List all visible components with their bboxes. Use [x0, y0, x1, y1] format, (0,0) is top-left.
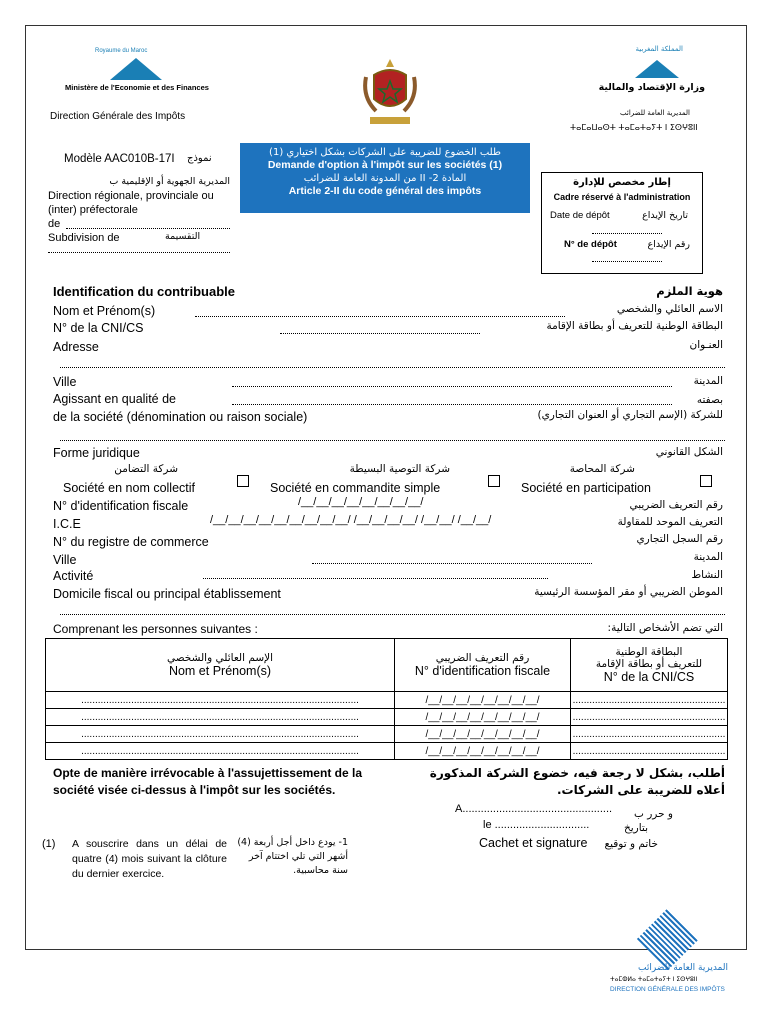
right-logo-kingdom: المملكة المغربية — [635, 45, 683, 53]
domicile-input[interactable] — [60, 614, 725, 615]
col-if-header — [395, 639, 571, 692]
ville2-input[interactable] — [312, 563, 592, 564]
ice-label-ar: التعريف الموحد للمقاولة — [617, 516, 723, 528]
if-input[interactable]: /__/__/__/__/__/__/__/__/ — [298, 496, 424, 508]
person-name-input[interactable]: .................................................................................................... — [46, 726, 395, 743]
num-depot-label: N° de dépôt — [564, 239, 617, 250]
rc-label-ar: رقم السجل التجاري — [636, 533, 723, 545]
dgi-label-left: Direction Générale des Impôts — [50, 111, 186, 122]
ville-label-ar: المدينة — [693, 375, 723, 387]
identification-title-ar: هوية الملزم — [656, 284, 723, 298]
col-cni-header-fr: N° de la CNI/CS — [603, 670, 695, 684]
cni-input[interactable] — [280, 333, 480, 334]
signature-place-ar: و حرر ب — [634, 808, 673, 820]
subdivision-label-ar: التقسيمة — [165, 231, 201, 242]
ministry-label: Ministère de l'Economie et des Finances — [65, 83, 209, 92]
direction-label-ar: المديرية الجهوية أو الإقليمية ب — [109, 176, 230, 187]
person-if-input[interactable]: /__/__/__/__/__/__/__/__/ — [395, 726, 571, 743]
if-label: N° d'identification fiscale — [53, 499, 189, 513]
persons-intro: Comprenant les personnes suivantes : — [53, 622, 258, 636]
subdivision-label-fr: Subdivision de — [48, 232, 120, 244]
qualite-label-ar: بصفته — [696, 394, 723, 406]
adresse-label-ar: العنـوان — [689, 339, 723, 351]
direction-label-fr-2: (inter) préfectorale — [48, 204, 138, 216]
footer-logo-fr: DIRECTION GÉNÉRALE DES IMPÔTS — [610, 986, 725, 993]
opt-scs-label-ar: شركة التوصية البسيطة — [349, 463, 450, 475]
footer-logo-ar: المديرية العامة للضرائب — [638, 963, 728, 973]
col-cni-header — [571, 639, 728, 692]
option-statement-ar: أطلب، بشكل لا رجعة فيه، خضوع الشركة المذكورة أعلاه للضريبة على الشركات. — [429, 766, 725, 797]
coat-of-arms-icon — [360, 55, 420, 130]
num-depot-label-ar: رقم الإيداع — [647, 239, 690, 250]
ice-input[interactable]: /__/__/__/__/__/__/__/__/__/ /__/__/__/__/ /__/__/ /__/__/ — [210, 514, 492, 526]
person-if-input[interactable]: /__/__/__/__/__/__/__/__/ — [395, 743, 571, 760]
nom-label-ar: الاسم العائلي والشخصي — [616, 303, 723, 315]
cni-label: N° de la CNI/CS — [53, 321, 144, 335]
admin-reserved-box — [541, 172, 703, 274]
qualite-input[interactable] — [232, 404, 672, 405]
direction-label-fr-3: de — [48, 218, 61, 230]
signature-date-ar: بتاريخ — [623, 822, 648, 834]
persons-table — [45, 638, 728, 760]
persons-table-header — [46, 639, 728, 692]
person-cni-input[interactable]: ....................................................... — [571, 692, 728, 709]
date-depot-input[interactable] — [592, 233, 662, 234]
col-if-header-ar: رقم التعريف الضريبي — [435, 652, 530, 664]
person-cni-input[interactable]: ....................................................... — [571, 726, 728, 743]
forme-label: Forme juridique — [53, 446, 140, 460]
date-depot-label-ar: تاريخ الإيداع — [642, 210, 688, 221]
persons-intro-ar: التي تضم الأشخاص التالية: — [607, 622, 723, 634]
societe-input[interactable] — [60, 440, 725, 441]
admin-title-fr: Cadre réservé à l'administration — [553, 192, 691, 202]
right-logo-icon — [635, 60, 679, 78]
opt-sp-label: Société en participation — [521, 481, 651, 495]
cachet-label: Cachet et signature — [479, 836, 588, 850]
domicile-label: Domicile fiscal ou principal établissement — [53, 587, 281, 601]
nom-input[interactable] — [195, 316, 565, 317]
opt-sp-label-ar: شركة المحاصة — [569, 463, 635, 475]
col-if-header-fr: N° d'identification fiscale — [414, 664, 551, 678]
person-name-input[interactable]: .................................................................................................... — [46, 743, 395, 760]
domicile-label-ar: الموطن الضريبي أو مقر المؤسسة الرئيسية — [534, 586, 723, 598]
identification-title: Identification du contribuable — [53, 284, 235, 299]
royaume-label: Royaume du Maroc — [95, 48, 148, 54]
societe-label-ar: للشركة (الإسم التجاري أو العنوان التجاري) — [537, 409, 723, 421]
person-if-input[interactable]: /__/__/__/__/__/__/__/__/ — [395, 709, 571, 726]
right-logo-tifinagh: ⵜⴰⵎⴰⵡⴰⵙⵜ ⵜⴰⵎⴰⵜⴰⵢⵜ ⵏ ⵉⵙⵖⵓⵏⵏ — [570, 123, 698, 132]
banner-title-fr: Demande d'option à l'impôt sur les sociétés (1) — [267, 159, 503, 171]
ice-label: I.C.E — [53, 517, 81, 531]
table-row — [46, 709, 728, 726]
title-banner — [240, 143, 530, 213]
activite-input[interactable] — [203, 578, 548, 579]
nom-label: Nom et Prénom(s) — [53, 304, 156, 318]
adresse-label: Adresse — [53, 340, 99, 354]
table-row — [46, 743, 728, 760]
table-row — [46, 726, 728, 743]
activite-label: Activité — [53, 569, 94, 583]
opt-scs-checkbox[interactable] — [488, 475, 500, 487]
right-logo-ministry: وزارة الإقتصاد والمالية — [598, 82, 705, 93]
ville2-label-ar: المدينة — [693, 551, 723, 563]
footnote-number: (1) — [42, 838, 56, 850]
person-if-input[interactable]: /__/__/__/__/__/__/__/__/ — [395, 692, 571, 709]
ville-label: Ville — [53, 375, 77, 389]
col-name-header-ar: الإسم العائلي والشخصي — [166, 652, 274, 664]
model-label-ar: نموذج — [187, 153, 212, 164]
cachet-label-ar: خاتم و توقيع — [604, 838, 658, 850]
opt-scs-label: Société en commandite simple — [270, 481, 441, 495]
banner-title-ar: طلب الخضوع للضريبة على الشركات بشكل اختياري (1) — [269, 147, 501, 158]
ministry-logo-right — [570, 45, 725, 135]
subdivision-input[interactable] — [48, 252, 230, 253]
num-depot-input[interactable] — [592, 261, 662, 262]
ville-input[interactable] — [232, 386, 672, 387]
col-cni-header-ar1: البطاقة الوطنية — [615, 646, 683, 658]
direction-label-fr-1: Direction régionale, provinciale ou — [48, 190, 214, 202]
col-cni-header-ar2: للتعريف أو بطاقة الإقامة — [595, 658, 703, 670]
footnote-fr: A souscrire dans un délai de quatre (4) mois suivant la clôture du dernier exercice. — [72, 838, 227, 880]
signature-date[interactable]: le ............................... — [483, 819, 590, 831]
person-cni-input[interactable]: ....................................................... — [571, 743, 728, 760]
qualite-label: Agissant en qualité de — [53, 392, 177, 406]
date-depot-label: Date de dépôt — [550, 210, 610, 221]
forme-label-ar: الشكل القانوني — [655, 446, 723, 458]
person-name-input[interactable]: .................................................................................................... — [46, 692, 395, 709]
person-name-input[interactable]: .................................................................................................... — [46, 709, 395, 726]
if-label-ar: رقم التعريف الضريبي — [629, 499, 723, 511]
option-statement-fr: Opte de manière irrévocable à l'assujettissement de la société visée ci-dessus à l'impôt sur les sociétés. — [53, 766, 362, 797]
cni-label-ar: البطاقة الوطنية للتعريف أو بطاقة الإقامة — [546, 320, 723, 332]
opt-snc-label-ar: شركة التضامن — [114, 463, 178, 475]
footer-logo-tifinagh: ⵜⴰⵎⵀⵍⴰ ⵜⴰⵎⴰⵜⴰⵢⵜ ⵏ ⵉⵙⵖⵓⵏⵏ — [610, 976, 698, 983]
opt-snc-checkbox[interactable] — [237, 475, 249, 487]
table-row — [46, 692, 728, 709]
ville2-label: Ville — [53, 553, 77, 567]
admin-title-ar: إطار مخصص للإدارة — [573, 177, 671, 188]
person-cni-input[interactable]: ....................................................... — [571, 709, 728, 726]
col-name-header-fr: Nom et Prénom(s) — [168, 664, 272, 678]
model-label: Modèle AAC010B-17I — [64, 153, 175, 165]
opt-snc-label: Société en nom collectif — [63, 481, 196, 495]
banner-article-fr: Article 2-II du code général des impôts — [288, 185, 482, 197]
direction-input[interactable] — [66, 228, 230, 229]
activite-label-ar: النشاط — [691, 569, 723, 581]
right-logo-dgi: المديرية العامة للضرائب — [620, 109, 690, 117]
opt-sp-checkbox[interactable] — [700, 475, 712, 487]
footnote-ar: 1- يودع داخل أجل أربعة (4) أشهر التي تلي اختتام آخر سنة محاسبية. — [237, 837, 348, 876]
banner-article-ar: المادة 2- II من المدونة العامة للضرائب — [303, 173, 467, 184]
col-name-header — [46, 639, 395, 692]
signature-place[interactable]: A................................................. — [455, 803, 613, 815]
ministry-logo-icon — [110, 58, 162, 80]
adresse-input[interactable] — [60, 367, 725, 368]
rc-label: N° du registre de commerce — [53, 535, 209, 549]
societe-label: de la société (dénomination ou raison sociale) — [53, 410, 308, 424]
